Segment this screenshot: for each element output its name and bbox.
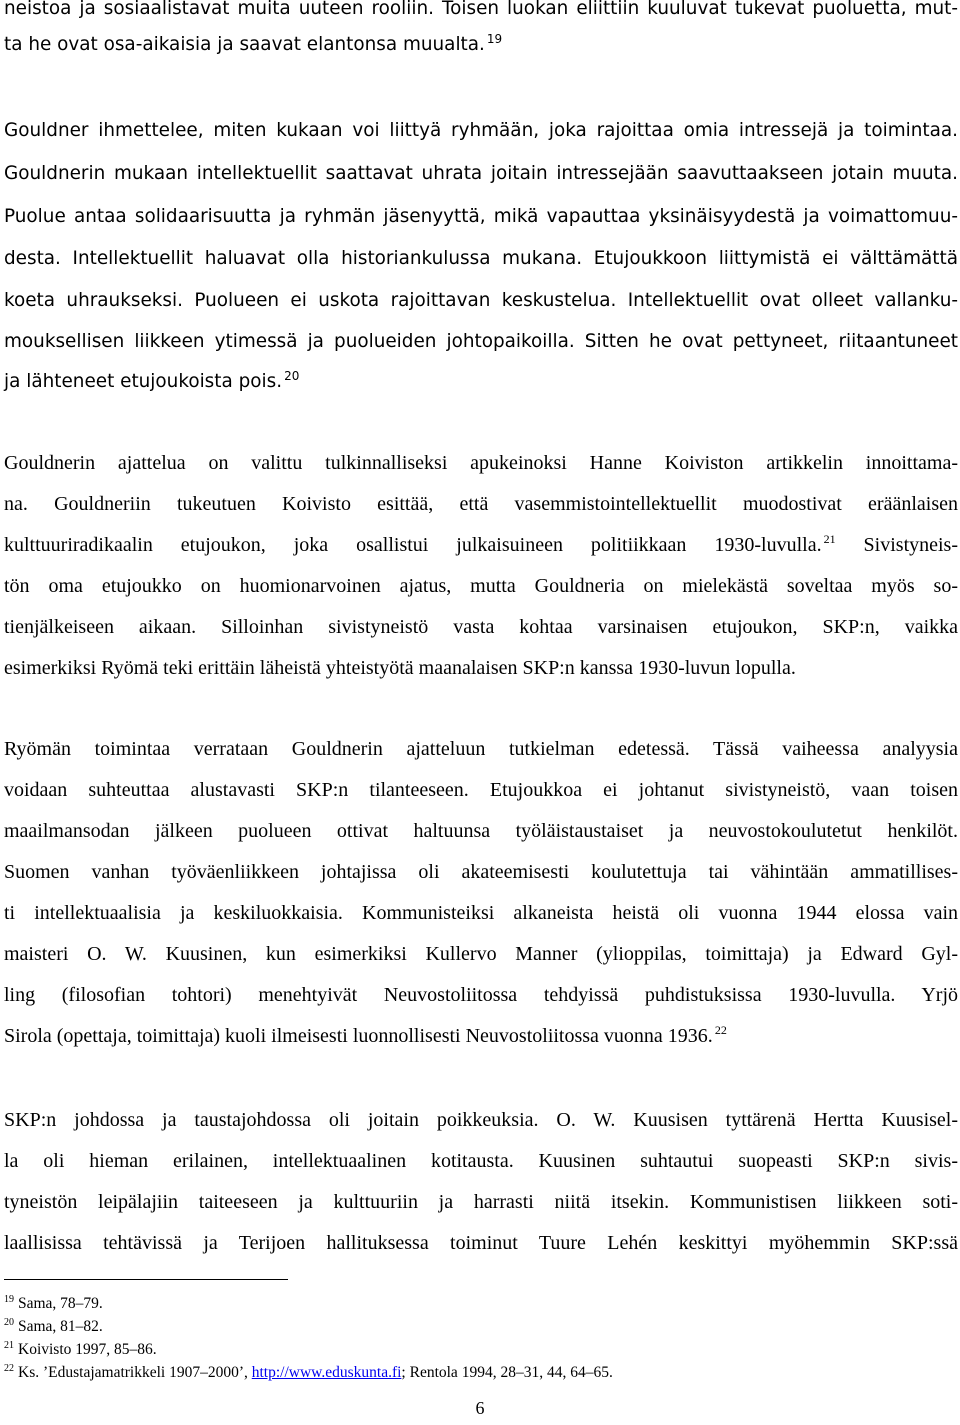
- footnote-number: 22: [4, 1362, 14, 1374]
- paragraph-4-line: ling (filosofian tohtori) menehtyivät Neuvostoliitossa tehdyissä puhdistuksissa 1930-luvulla. Yrjö: [4, 984, 958, 1006]
- paragraph-3-line: esimerkiksi Ryömä teki erittäin läheistä yhteistyötä maanalaisen SKP:n kanssa 1930-luvun lopulla.: [4, 657, 796, 679]
- paragraph-3-line: na. Gouldneriin tukeutuen Koivisto esittää, että vasemmistointellektuellit muodostivat eräänlaisen: [4, 493, 958, 515]
- paragraph-5-line: SKP:n johdossa ja taustajohdossa oli joitain poikkeuksia. O. W. Kuusisen tyttärenä Hertta Kuusisel-: [4, 1109, 958, 1131]
- paragraph-1-line-2: ta he ovat osa-aikaisia ja saavat elantonsa muualta. $^{19}$: [4, 31, 503, 55]
- paragraph-2-line: Gouldner ihmettelee, miten kukaan voi liittyä ryhmään, joka rajoittaa omia intressejä ja toimintaa.: [4, 120, 958, 141]
- paragraph-1-line-1: neistoa ja sosiaalistavat muita uuteen rooliin. Toisen luokan eliittiin kuuluvat tukevat puoluetta, mut-: [4, 0, 958, 19]
- paragraph-2-line: koeta uhraukseksi. Puolueen ei uskota rajoittavan keskustelua. Intellektuellit ovat olleet vallanku-: [4, 290, 958, 311]
- paragraph-2-last-line: ja lähteneet etujoukoista pois. $^{20}$: [4, 368, 300, 392]
- paragraph-4-line: maailmansodan jälkeen puolueen ottivat haltuunsa työläistaustaiset ja neuvostokoulutetut henkilöt.: [4, 820, 958, 842]
- footnote-19: $^{19}$ Sama, 78–79.: [4, 1293, 103, 1312]
- paragraph-2-line: Puolue antaa solidaarisuutta ja ryhmän jäsenyyttä, mikä vapauttaa yksinäisyydestä ja voimattomuu-: [4, 206, 958, 227]
- footnote-20: $^{20}$ Sama, 81–82.: [4, 1316, 103, 1335]
- paragraph-4-line: ti intellektuaalisia ja keskiluokkaisia. Kommunisteiksi alkaneista heistä oli vuonna 1944 elossa vain: [4, 902, 958, 924]
- paragraph-3-line: Gouldnerin ajattelua on valittu tulkinnalliseksi apukeinoksi Hanne Koiviston artikkelin innoittama-: [4, 452, 958, 474]
- footnote-number: 21: [4, 1339, 14, 1351]
- paragraph-5-line: laallisissa tehtävissä ja Terijoen hallituksessa toiminut Tuure Lehén keskittyi myöhemmin SKP:ssä: [4, 1232, 958, 1254]
- paragraph-2-line: Gouldnerin mukaan intellektuellit saattavat uhrata joitain intressejään saavuttaakseen jotain muuta.: [4, 163, 958, 184]
- paragraph-4-line: maisteri O. W. Kuusinen, kun esimerkiksi Kullervo Manner (ylioppilas, toimittaja) ja Edward Gyl-: [4, 943, 958, 965]
- paragraph-5-line: la oli hieman erilainen, intellektuaalinen kotitausta. Kuusinen suhtautui suopeasti SKP:n sivis-: [4, 1150, 958, 1172]
- footnote-22: $^{22}$ Ks. ’Edustajamatrikkeli 1907–2000’, http://www.eduskunta.fi; Rentola 1994, 28–31, 44, 64–65.: [4, 1362, 613, 1381]
- paragraph-3-line: kulttuuriradikaalin etujoukon, joka osallistui julkaisuineen politiikkaan 1930-luvulla. $^{21}$ Sivistyneis-: [4, 532, 958, 556]
- paragraph-4-line: Ryömän toimintaa verrataan Gouldnerin ajatteluun tutkielman edetessä. Tässä vaiheessa analyysia: [4, 738, 958, 760]
- paragraph-4-line: Suomen vanhan työväenliikkeen johtajissa oli akateemisesti koulutettuja tai vähintään ammatillises-: [4, 861, 958, 883]
- footnote-ref-22[interactable]: 22: [714, 1023, 727, 1038]
- paragraph-2-line: mouksellisen liikkeen ytimessä ja puolueiden johtopaikoilla. Sitten he ovat pettyneet, riitaantuneet: [4, 331, 958, 352]
- paragraph-3-line: tön oma etujoukko on huomionarvoinen ajatus, mutta Gouldneria on mielekästä soveltaa myös so-: [4, 575, 958, 597]
- footnote-ref-20[interactable]: 20: [284, 368, 300, 383]
- paragraph-4-line: voidaan suhteuttaa alustavasti SKP:n tilanteeseen. Etujoukkoa ei johtanut sivistyneistö, vaan toisen: [4, 779, 958, 801]
- paragraph-4-last-line: Sirola (opettaja, toimittaja) kuoli ilmeisesti luonnollisesti Neuvostoliitossa vuonna 1936. $^{22}$: [4, 1023, 727, 1047]
- paragraph-5-line: tyneistön leipälajiin taiteeseen ja kulttuuriin ja harrasti niitä itsekin. Kommunistisen liikkeen soti-: [4, 1191, 958, 1213]
- footnote-ref-21[interactable]: 21: [823, 532, 836, 547]
- paragraph-3-line: tienjälkeiseen aikaan. Silloinhan sivistyneistö vasta kohtaa varsinaisen etujoukon, SKP:n, vaikka: [4, 616, 958, 638]
- eduskunta-link[interactable]: http://www.eduskunta.fi: [251, 1364, 402, 1381]
- footnote-separator: [4, 1279, 288, 1280]
- page-number: 6: [475, 1398, 485, 1418]
- footnote-21: $^{21}$ Koivisto 1997, 85–86.: [4, 1339, 157, 1358]
- footnote-ref-19[interactable]: 19: [486, 31, 503, 46]
- paragraph-2-line: desta. Intellektuellit haluavat olla historiankulussa mukana. Etujoukkoon liittymistä ei välttämättä: [4, 248, 958, 269]
- footnote-number: 19: [4, 1293, 14, 1305]
- footnote-number: 20: [4, 1316, 14, 1328]
